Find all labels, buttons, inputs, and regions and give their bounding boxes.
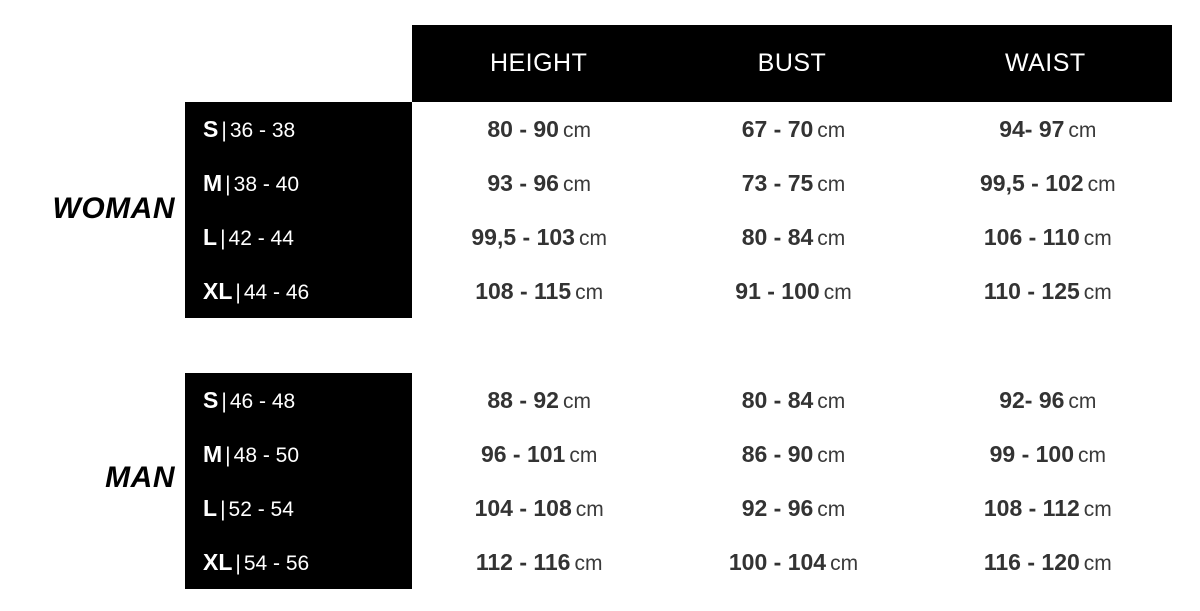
cell-bust <box>666 387 920 414</box>
size-eu: 38 - 40 <box>233 172 300 196</box>
table-row <box>185 427 1175 481</box>
table-row <box>185 102 1175 156</box>
size-separator: | <box>221 118 227 142</box>
cell-height <box>412 224 666 251</box>
size-label: L <box>203 223 218 250</box>
height-value: 108 - 115 <box>475 277 572 304</box>
bust-value: 91 - 100 <box>735 277 820 304</box>
cell-waist <box>921 495 1175 522</box>
waist-value: 94- 97 <box>999 115 1065 142</box>
unit-label: cm <box>817 497 846 521</box>
size-label: M <box>203 440 223 467</box>
size-separator: | <box>235 551 241 575</box>
size-label: S <box>203 386 219 413</box>
unit-label: cm <box>1083 551 1112 575</box>
height-value: 93 - 96 <box>487 169 559 196</box>
unit-label: cm <box>562 118 591 142</box>
size-label: XL <box>203 277 233 304</box>
unit-label: cm <box>817 389 846 413</box>
unit-label: cm <box>575 497 604 521</box>
cell-waist <box>921 170 1175 197</box>
unit-label: cm <box>830 551 859 575</box>
waist-value: 108 - 112 <box>983 494 1080 521</box>
size-eu: 36 - 38 <box>229 118 296 142</box>
unit-label: cm <box>817 226 846 250</box>
table-row <box>185 264 1175 318</box>
cell-waist <box>921 116 1175 143</box>
size-eu: 48 - 50 <box>233 443 300 467</box>
cell-size <box>185 224 412 251</box>
unit-label: cm <box>1087 172 1116 196</box>
size-eu: 44 - 46 <box>243 280 310 304</box>
cell-height <box>412 116 666 143</box>
size-separator: | <box>235 280 241 304</box>
bust-value: 100 - 104 <box>728 548 827 575</box>
group-label-woman: WOMAN <box>52 192 175 225</box>
cell-size <box>185 549 412 576</box>
unit-label: cm <box>823 280 852 304</box>
cell-waist <box>921 549 1175 576</box>
unit-label: cm <box>1083 497 1112 521</box>
column-header-row <box>412 25 1172 102</box>
cell-height <box>412 170 666 197</box>
size-separator: | <box>220 226 226 250</box>
bust-value: 80 - 84 <box>741 386 814 413</box>
cell-bust <box>666 441 920 468</box>
unit-label: cm <box>1083 226 1112 250</box>
height-value: 88 - 92 <box>487 386 559 413</box>
unit-label: cm <box>1078 443 1107 467</box>
cell-bust <box>666 278 920 305</box>
cell-size <box>185 278 412 305</box>
cell-waist <box>921 224 1175 251</box>
column-header-height: HEIGHT <box>489 49 588 77</box>
unit-label: cm <box>1068 389 1097 413</box>
size-separator: | <box>221 389 227 413</box>
cell-bust <box>666 224 920 251</box>
size-eu: 42 - 44 <box>228 226 294 250</box>
cell-size <box>185 441 412 468</box>
height-value: 80 - 90 <box>487 115 559 142</box>
unit-label: cm <box>578 226 607 250</box>
cell-height <box>412 441 666 468</box>
waist-value: 99,5 - 102 <box>980 169 1084 196</box>
height-value: 99,5 - 103 <box>471 223 575 250</box>
unit-label: cm <box>817 443 846 467</box>
cell-size <box>185 387 412 414</box>
table-row <box>185 373 1175 427</box>
size-eu: 46 - 48 <box>229 389 296 413</box>
unit-label: cm <box>562 389 591 413</box>
column-header-bust: BUST <box>757 49 827 77</box>
table-row <box>185 210 1175 264</box>
cell-bust <box>666 549 920 576</box>
unit-label: cm <box>817 118 846 142</box>
cell-bust <box>666 116 920 143</box>
bust-value: 67 - 70 <box>741 115 814 142</box>
unit-label: cm <box>574 551 603 575</box>
cell-waist <box>921 387 1175 414</box>
cell-bust <box>666 170 920 197</box>
cell-waist <box>921 278 1175 305</box>
cell-size <box>185 495 412 522</box>
cell-waist <box>921 441 1175 468</box>
size-separator: | <box>225 443 231 467</box>
unit-label: cm <box>1068 118 1097 142</box>
cell-bust <box>666 495 920 522</box>
size-eu: 52 - 54 <box>228 497 294 521</box>
height-value: 104 - 108 <box>474 494 572 521</box>
unit-label: cm <box>1083 280 1112 304</box>
height-value: 112 - 116 <box>475 548 571 575</box>
height-value: 96 - 101 <box>480 440 566 467</box>
cell-height <box>412 387 666 414</box>
cell-size <box>185 116 412 143</box>
size-separator: | <box>220 497 226 521</box>
size-label: L <box>203 494 218 521</box>
waist-value: 106 - 110 <box>983 223 1080 250</box>
bust-value: 73 - 75 <box>741 169 814 196</box>
size-separator: | <box>225 172 231 196</box>
bust-value: 92 - 96 <box>741 494 814 521</box>
waist-value: 92- 96 <box>999 386 1065 413</box>
table-row <box>185 481 1175 535</box>
cell-size <box>185 170 412 197</box>
cell-height <box>412 495 666 522</box>
waist-value: 99 - 100 <box>989 440 1075 467</box>
bust-value: 86 - 90 <box>741 440 814 467</box>
size-label: S <box>203 115 219 142</box>
table-row <box>185 156 1175 210</box>
table-group-woman <box>185 102 1175 318</box>
column-header-waist: WAIST <box>1004 49 1086 77</box>
size-label: XL <box>203 548 233 575</box>
cell-height <box>412 278 666 305</box>
group-label-man: MAN <box>105 461 175 494</box>
table-row <box>185 535 1175 589</box>
unit-label: cm <box>817 172 846 196</box>
size-label: M <box>203 169 223 196</box>
unit-label: cm <box>562 172 591 196</box>
cell-height <box>412 549 666 576</box>
waist-value: 110 - 125 <box>983 277 1080 304</box>
unit-label: cm <box>575 280 604 304</box>
size-eu: 54 - 56 <box>243 551 310 575</box>
unit-label: cm <box>569 443 598 467</box>
table-group-man <box>185 373 1175 589</box>
waist-value: 116 - 120 <box>983 548 1080 575</box>
bust-value: 80 - 84 <box>741 223 814 250</box>
